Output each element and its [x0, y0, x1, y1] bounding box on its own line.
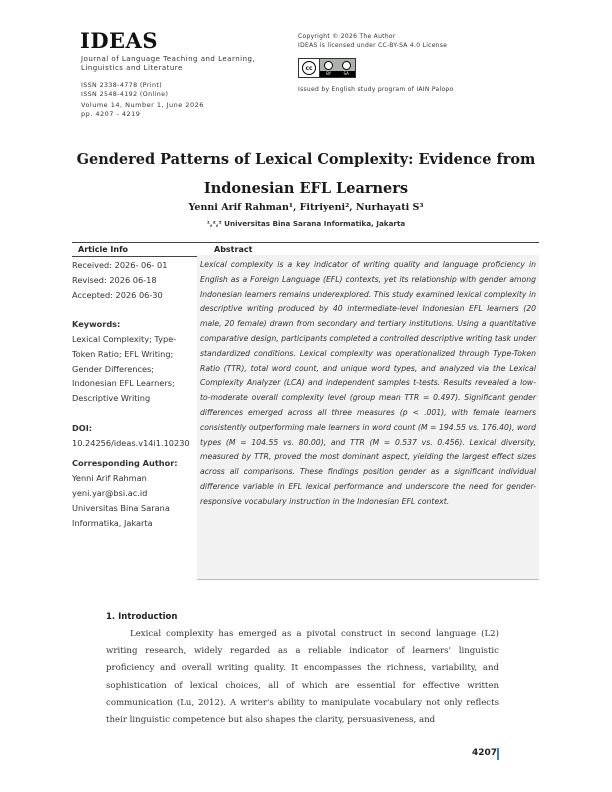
sa-icon — [342, 61, 351, 70]
copyright-text: Copyright © 2026 The Author — [298, 33, 396, 40]
section-heading: 1. Introduction — [106, 612, 178, 622]
body-paragraph: Lexical complexity has emerged as a pivotal construct in second language (L2) writing research, widely regarded as a reliable indicator of learners' linguistic proficiency and overall writing quality. It encompasses the richness, variability, and sophistication of lexical choices, all of which are essential for effective written communication (Lu, 2012). A writer's ability to manipulate vocabulary not only reflects their linguistic competence but also shapes the clarity, persuasiveness, and — [106, 629, 499, 726]
corresponding-name: Yenni Arif Rahman — [72, 473, 147, 484]
cc-icon — [299, 59, 320, 77]
cc-license-badge[interactable] — [298, 58, 356, 78]
sa-label: SA — [343, 71, 349, 76]
abstract-heading: Abstract — [214, 245, 253, 254]
doi-link[interactable]: 10.24256/ideas.v14i1.10230 — [72, 437, 190, 448]
page-range: pp. 4207 - 4219 — [81, 110, 141, 118]
article-info-column — [72, 258, 196, 530]
cc-attribute-icons — [320, 59, 355, 71]
issn-block — [81, 82, 168, 99]
journal-subtitle: Journal of Language Teaching and Learning, Linguistics and Literature — [81, 55, 256, 72]
volume-block — [81, 101, 204, 119]
article-affiliation: ¹,²,³ Universitas Bina Sarana Informatika, Jakarta — [206, 219, 406, 228]
received-date: Received: 2026- 06- 01 — [72, 260, 168, 270]
page-number: 4207 — [472, 748, 498, 758]
issued-by: Issued by English study program of IAIN Palopo — [298, 86, 454, 93]
doi-heading: DOI: — [72, 422, 93, 433]
keywords-heading: Keywords: — [72, 319, 121, 330]
article-authors: Yenni Arif Rahman¹, Fitriyeni², Nurhayati S³ — [188, 202, 424, 213]
journal-name: IDEAS — [80, 28, 158, 53]
corresponding-email[interactable]: yeni.yar@bsi.ac.id — [72, 487, 148, 498]
cc-logo: cc — [302, 61, 316, 75]
issn-print: ISSN 2338-4778 (Print) — [81, 82, 163, 89]
issn-online: ISSN 2548-4192 (Online) — [81, 90, 169, 98]
volume-info: Volume 14, Number 1, June 2026 — [81, 101, 204, 109]
copyright-block — [298, 32, 447, 50]
keywords: Lexical Complexity; Type-Token Ratio; EFL Writing; Gender Differences; Indonesian EFL Learners; Descriptive Writing — [72, 333, 177, 404]
corresponding-heading: Corresponding Author: — [72, 458, 178, 469]
accepted-date: Accepted: 2026 06-30 — [72, 289, 163, 300]
article-info-heading: Article Info — [78, 245, 129, 254]
revised-date: Revised: 2026 06-18 — [72, 274, 157, 285]
abstract-text: Lexical complexity is a key indicator of writing quality and language proficiency in English as a Foreign Language (EFL) contexts, yet its relationship with gender among Indonesian learners remains underexplored. This study examined lexical complexity in descriptive writing produced by 40 intermediate-level Indonesian EFL learners (20 male, 20 female) drawn from secondary and tertiary institutions. Using a quantitative comparative design, participants completed a controlled descriptive writing task under standardized conditions. Lexical complexity was operationalized through Type-Token Ratio (TTR), total word count, and unique word types, and analyzed via the Lexical Complexity Analyzer (LCA) and independent samples t-tests. Results revealed a low-to-moderate overall complexity level (group mean TTR = 0.497). Significant gender differences emerged across all three measures (p < .001), with female learners consistently outperforming male learners in word count (M = 194.55 vs. 176.40), word types (M = 104.55 vs. 80.00), and TTR (M = 0.537 vs. 0.456). Lexical diversity, measured by TTR, proved the most dominant aspect, yielding the largest effect sizes across all comparisons. These findings position gender as a significant individual difference variable in EFL lexical performance and underscore the need for gender-responsive vocabulary instruction in the Indonesian EFL context. — [200, 260, 536, 506]
article-title: Gendered Patterns of Lexical Complexity: Evidence from Indonesian EFL Learners — [76, 151, 536, 197]
license-text: IDEAS is licensed under CC-BY-SA 4.0 License — [298, 42, 448, 49]
cc-attributes — [320, 59, 355, 77]
cc-attribute-labels — [320, 71, 355, 77]
page-number-bar — [497, 748, 499, 760]
corresponding-institution: Universitas Bina Sarana Informatika, Jakarta — [72, 502, 170, 528]
by-icon — [324, 61, 333, 70]
by-label: BY — [326, 71, 332, 76]
